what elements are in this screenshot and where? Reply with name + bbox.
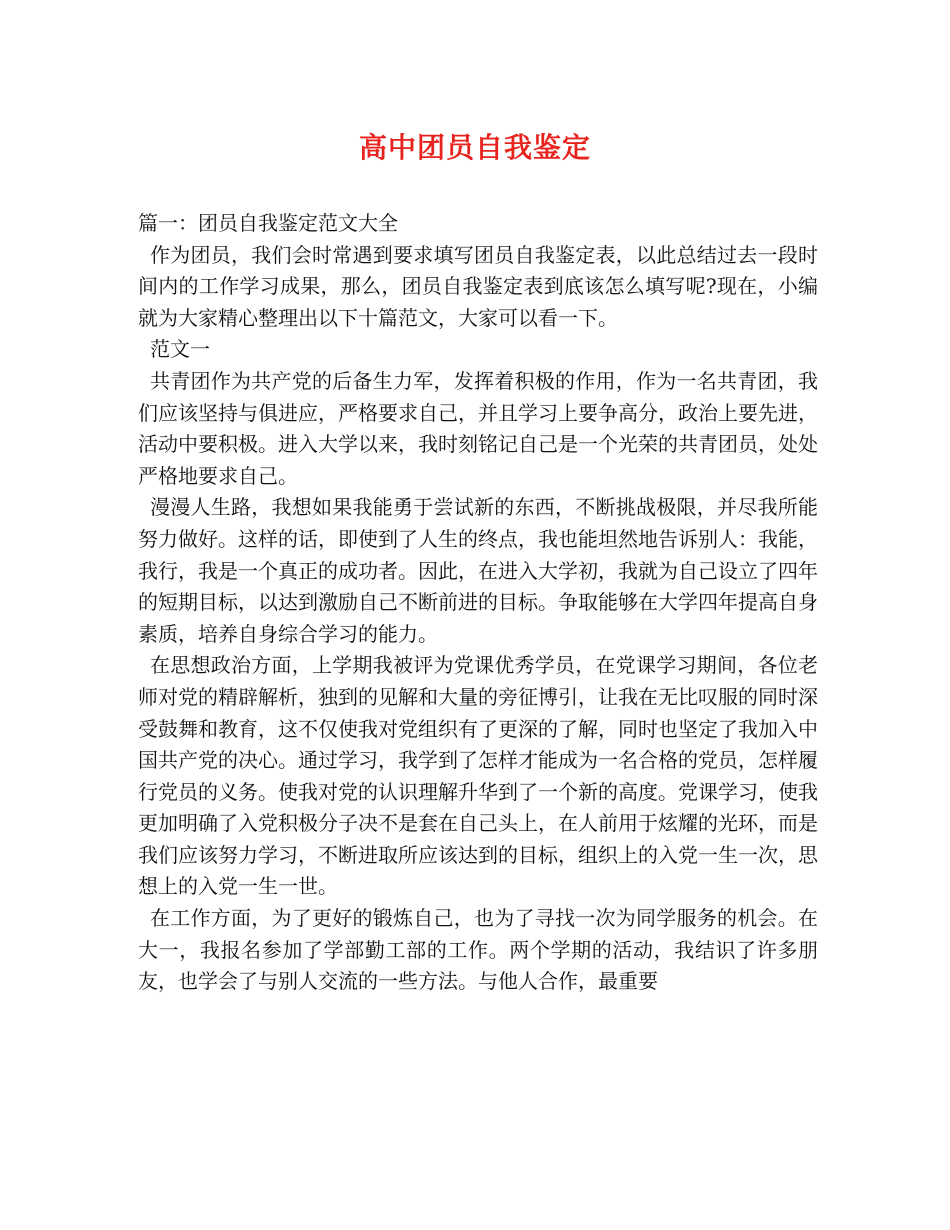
- body-paragraph: 共青团作为共产党的后备生力军，发挥着积极的作用，作为一名共青团，我们应该坚持与俱进应，严格要求自己，并且学习上要争高分，政治上要先进，活动中要积极。进入大学以来，我时刻铭记自己是一个光荣的共青团员，处处严格地要求自己。: [138, 368, 818, 488]
- sample-subheading: 范文一: [150, 337, 210, 362]
- document-title: 高中团员自我鉴定: [358, 131, 591, 164]
- document-body: [138, 208, 818, 998]
- section-heading: 篇一：团员自我鉴定范文大全: [138, 211, 398, 235]
- body-paragraph: 漫漫人生路，我想如果我能勇于尝试新的东西，不断挑战极限，并尽我所能努力做好。这样的话，即使到了人生的终点，我也能坦然地告诉别人：我能，我行，我是一个真正的成功者。因此，在进入大学初，我就为自己设立了四年的短期目标，以达到激励自己不断前进的目标。争取能够在大学四年提高自身素质，培养自身综合学习的能力。: [138, 495, 818, 646]
- intro-paragraph: 作为团员，我们会时常遇到要求填写团员自我鉴定表，以此总结过去一段时间内的工作学习成果，那么，团员自我鉴定表到底该怎么填写呢?现在，小编就为大家精心整理出以下十篇范文，大家可以看一下。: [138, 242, 818, 330]
- body-paragraph: 在工作方面，为了更好的锻炼自己，也为了寻找一次为同学服务的机会。在大一，我报名参加了学部勤工部的工作。两个学期的活动，我结识了许多朋友，也学会了与别人交流的一些方法。与他人合作，最重要: [138, 906, 818, 994]
- body-paragraph: 在思想政治方面，上学期我被评为党课优秀学员，在党课学习期间，各位老师对党的精辟解析，独到的见解和大量的旁征博引，让我在无比叹服的同时深受鼓舞和教育，这不仅使我对党组织有了更深的了解，同时也坚定了我加入中国共产党的决心。通过学习，我学到了怎样才能成为一名合格的党员，怎样履行党员的义务。使我对党的认识理解升华到了一个新的高度。党课学习，使我更加明确了入党积极分子决不是套在自己头上，在人前用于炫耀的光环，而是我们应该努力学习，不断进取所应该达到的目标，组织上的入党一生一次，思想上的入党一生一世。: [138, 653, 818, 899]
